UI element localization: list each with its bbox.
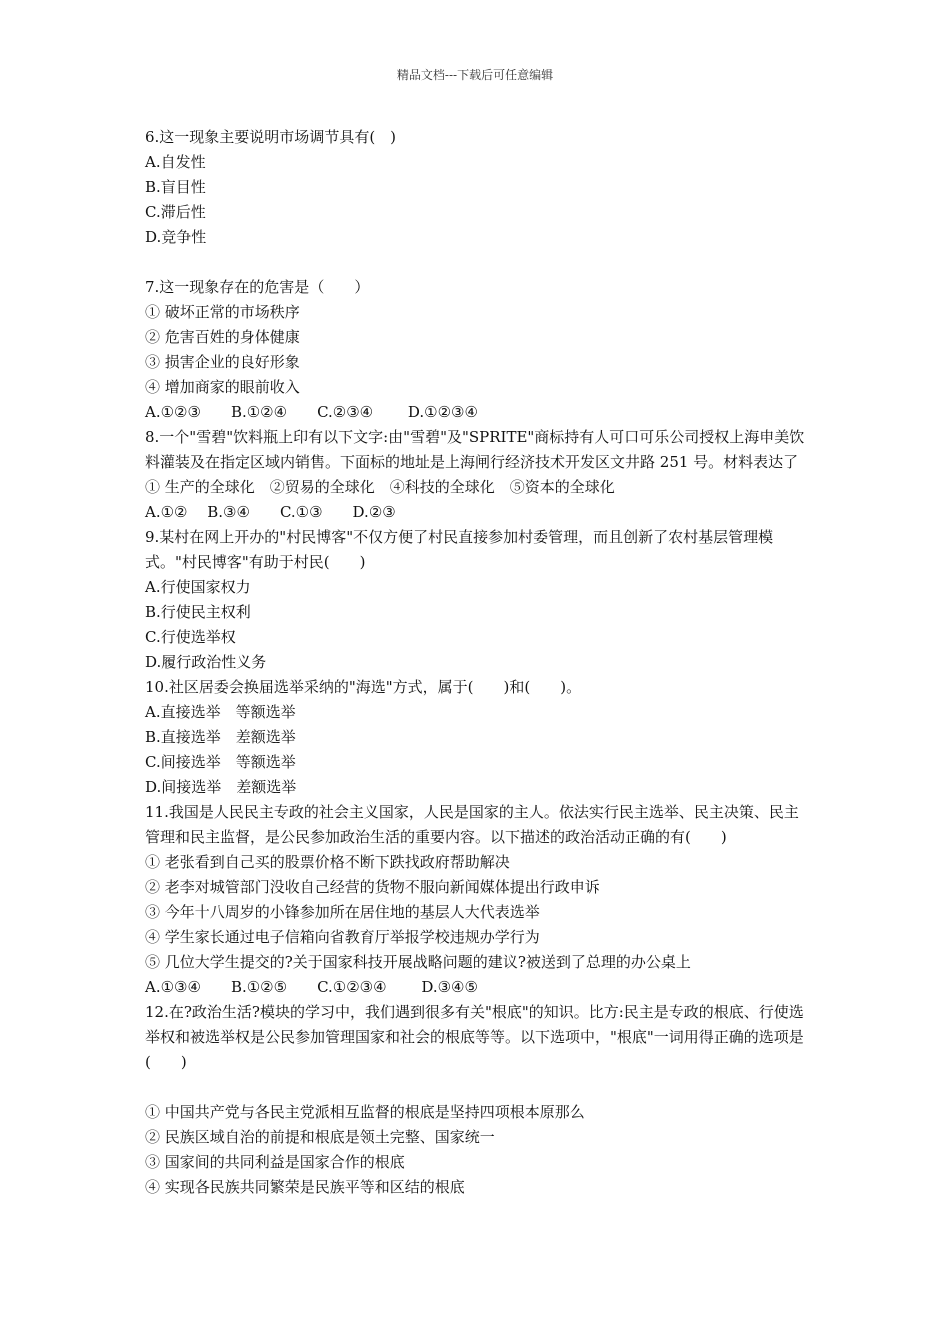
question-6-option-b: B.盲目性 xyxy=(145,178,206,196)
question-9-option-a: A.行使国家权力 xyxy=(145,578,251,596)
question-7-options: A.①②③ B.①②④ C.②③④ D.①②③④ xyxy=(145,403,478,421)
question-7-stem: 7.这一现象存在的危害是（ ） xyxy=(145,278,370,296)
question-10-stem: 10.社区居委会换届选举采纳的"海选"方式，属于( )和( )。 xyxy=(145,678,582,696)
question-10-option-c: C.间接选举 等额选举 xyxy=(145,753,296,771)
question-9-option-c: C.行使选举权 xyxy=(145,628,236,646)
question-7-item-3: ③ 损害企业的良好形象 xyxy=(145,353,300,371)
question-7-item-4: ④ 增加商家的眼前收入 xyxy=(145,378,300,396)
question-10-option-b: B.直接选举 差额选举 xyxy=(145,728,296,746)
question-11-item-2: ② 老李对城管部门没收自己经营的货物不服向新闻媒体提出行政申诉 xyxy=(145,878,600,896)
question-11-item-5: ⑤ 几位大学生提交的?关于国家科技开展战略问题的建议?被送到了总理的办公桌上 xyxy=(145,953,691,971)
question-9-option-b: B.行使民主权利 xyxy=(145,603,251,621)
question-12-item-3: ③ 国家间的共同利益是国家合作的根底 xyxy=(145,1153,405,1171)
question-8-options: A.①② B.③④ C.①③ D.②③ xyxy=(145,503,396,521)
document-body xyxy=(145,125,810,1200)
page-header: 精品文档---下载后可任意编辑 xyxy=(396,68,554,82)
question-8-stem: 8.一个"雪碧"饮料瓶上印有以下文字:由"雪碧"及"SPRITE"商标持有人可口可乐公司授权上海申美饮料灌装及在指定区域内销售。下面标的地址是上海闸行经济技术开发区文井路 251 号。材料表达了 xyxy=(145,428,805,471)
question-12-item-1: ① 中国共产党与各民主党派相互监督的根底是坚持四项根本原那么 xyxy=(145,1103,585,1121)
question-8-items: ① 生产的全球化 ②贸易的全球化 ④科技的全球化 ⑤资本的全球化 xyxy=(145,478,615,496)
question-6-option-d: D.竞争性 xyxy=(145,228,207,246)
question-10-option-d: D.间接选举 差额选举 xyxy=(145,778,297,796)
question-12-item-4: ④ 实现各民族共同繁荣是民族平等和区结的根底 xyxy=(145,1178,465,1196)
question-9-stem: 9.某村在网上开办的"村民博客"不仅方便了村民直接参加村委管理，而且创新了农村基层管理模式。"村民博客"有助于村民( ) xyxy=(145,528,774,571)
question-12-item-2: ② 民族区域自治的前提和根底是领土完整、国家统一 xyxy=(145,1128,495,1146)
question-11-item-3: ③ 今年十八周岁的小锋参加所在居住地的基层人大代表选举 xyxy=(145,903,540,921)
question-11-item-4: ④ 学生家长通过电子信箱向省教育厅举报学校违规办学行为 xyxy=(145,928,540,946)
question-11-stem: 11.我国是人民民主专政的社会主义国家，人民是国家的主人。依法实行民主选举、民主决策、民主管理和民主监督，是公民参加政治生活的重要内容。以下描述的政治活动正确的有( ) xyxy=(145,803,799,846)
question-12-stem: 12.在?政治生活?模块的学习中，我们遇到很多有关"根底"的知识。比方:民主是专政的根底、行使选举权和被选举权是公民参加管理国家和社会的根底等等。以下选项中，"根底"一词用得正确的选项是( ) xyxy=(145,1003,804,1071)
spacer xyxy=(145,1075,810,1100)
question-9-option-d: D.履行政治性义务 xyxy=(145,653,267,671)
question-6-option-c: C.滞后性 xyxy=(145,203,206,221)
question-11-item-1: ① 老张看到自己买的股票价格不断下跌找政府帮助解决 xyxy=(145,853,510,871)
question-6-option-a: A.自发性 xyxy=(145,153,206,171)
question-7-item-1: ① 破坏正常的市场秩序 xyxy=(145,303,300,321)
spacer xyxy=(145,250,810,275)
question-11-options: A.①③④ B.①②⑤ C.①②③④ D.③④⑤ xyxy=(145,978,478,996)
question-7-item-2: ② 危害百姓的身体健康 xyxy=(145,328,300,346)
question-10-option-a: A.直接选举 等额选举 xyxy=(145,703,296,721)
question-6-stem: 6.这一现象主要说明市场调节具有( ) xyxy=(145,128,397,146)
